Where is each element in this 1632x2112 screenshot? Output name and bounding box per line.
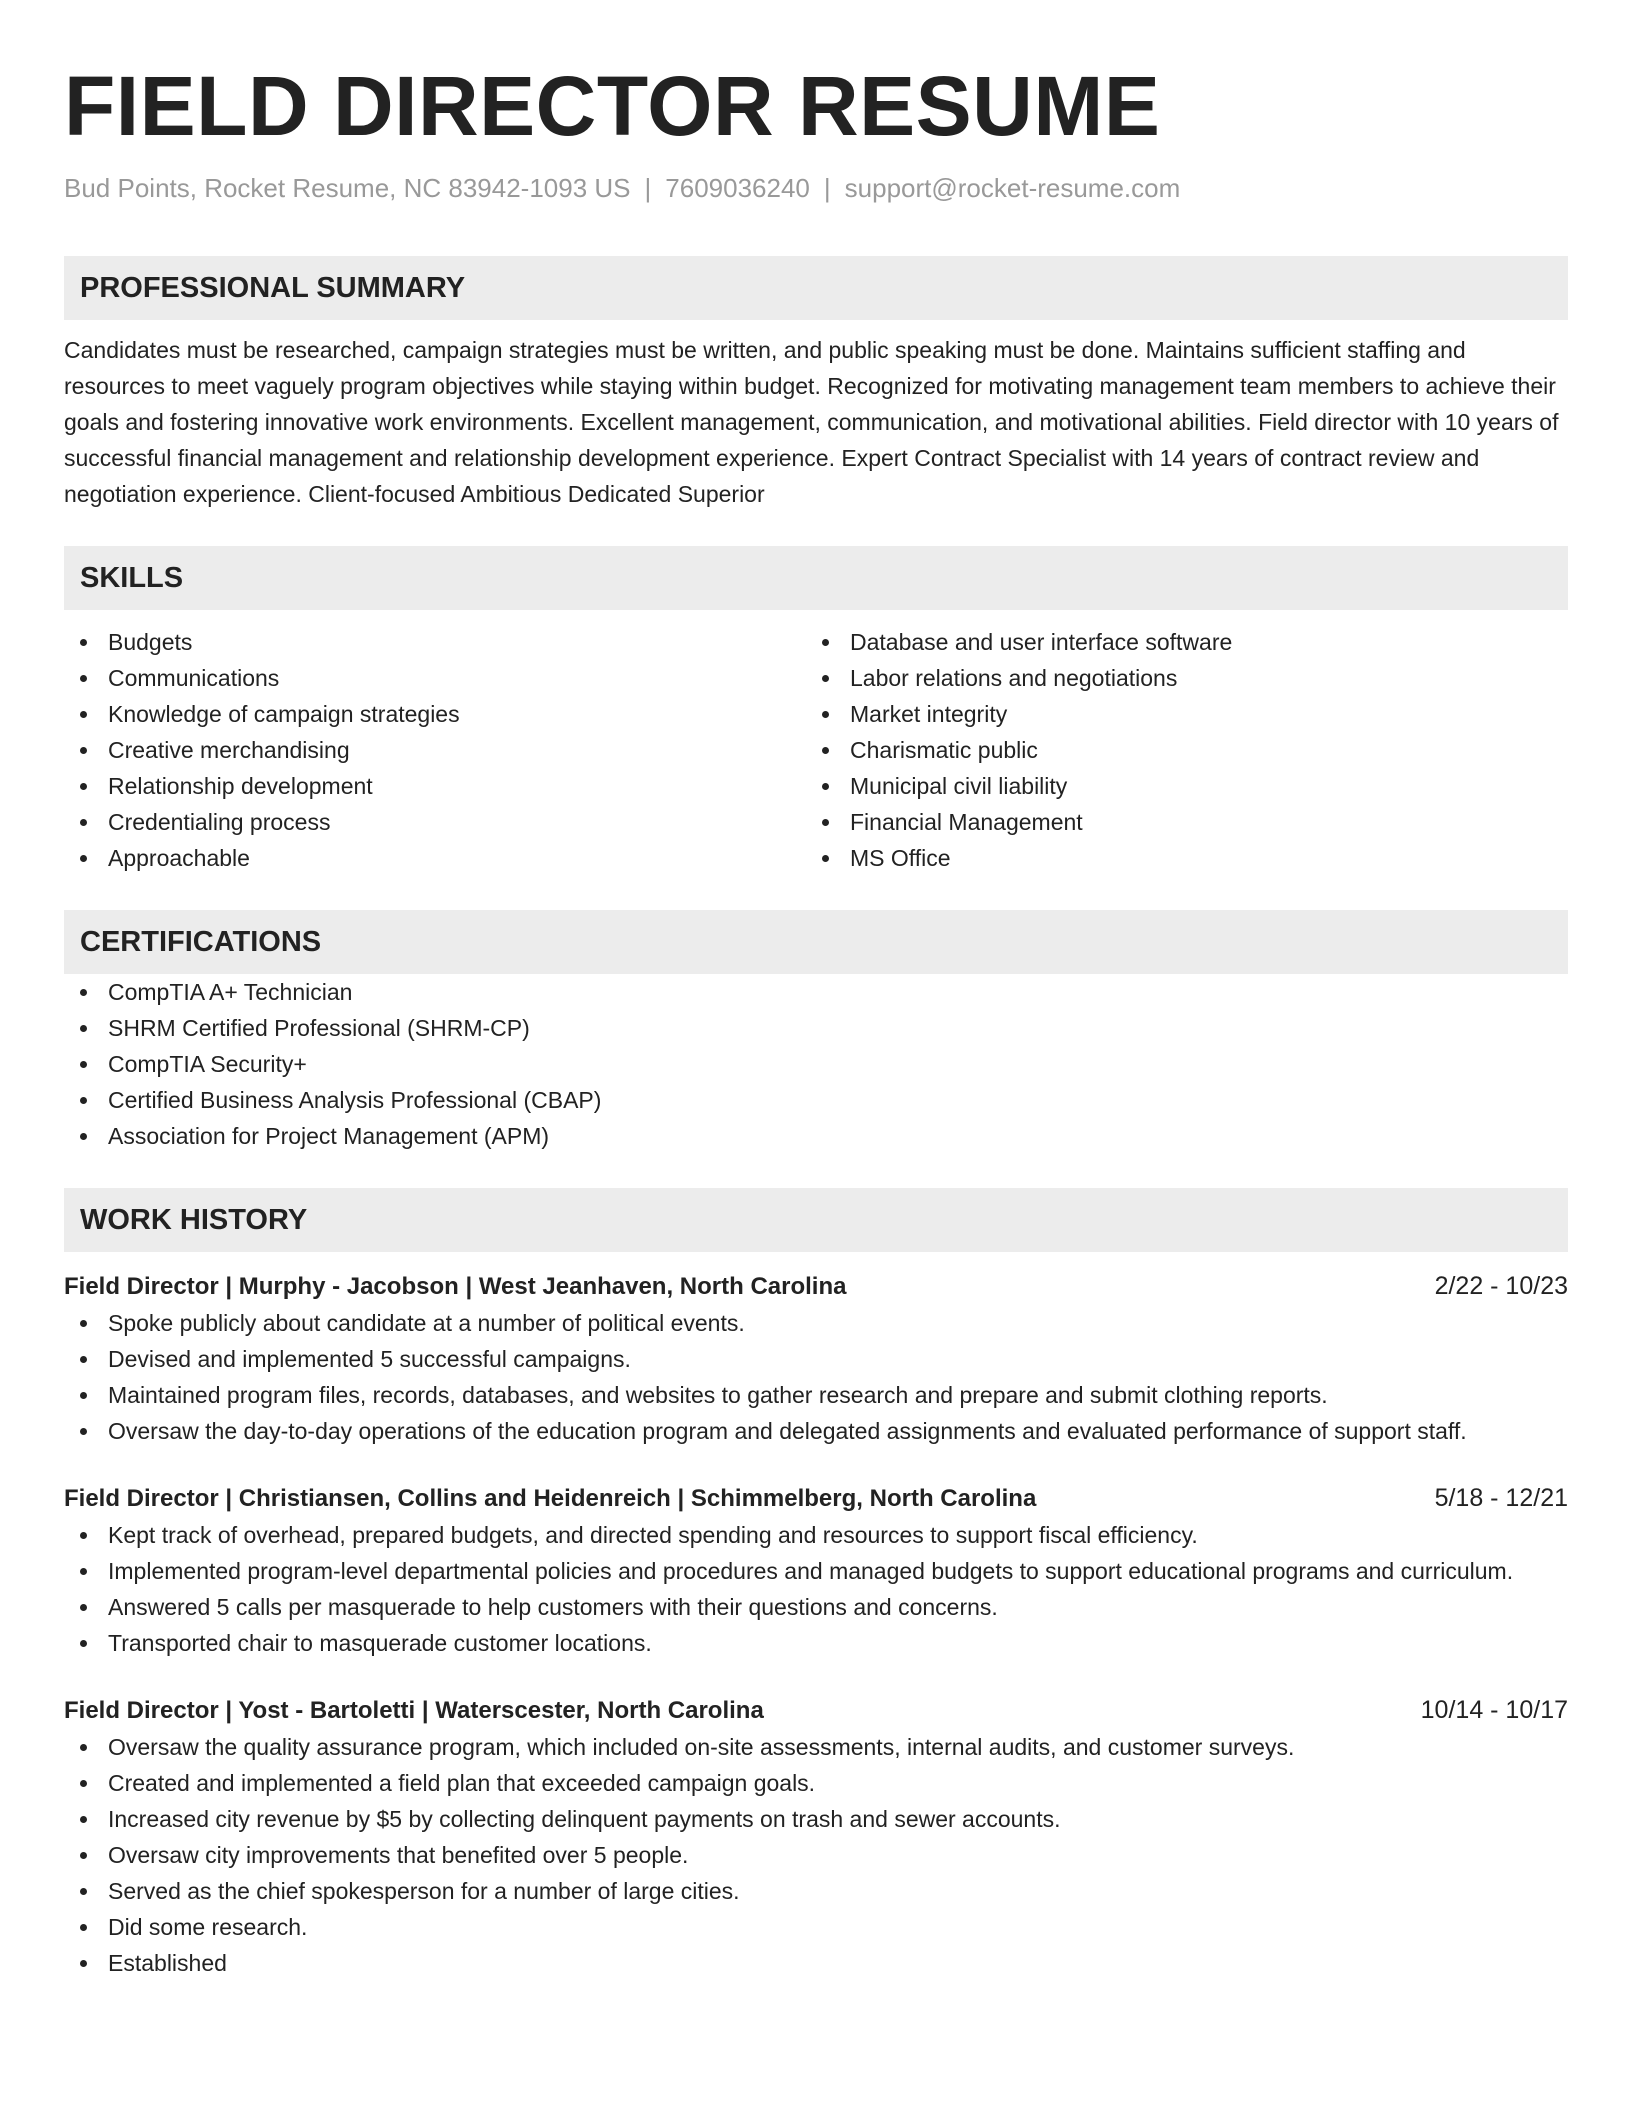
section-header-work-history: WORK HISTORY: [64, 1188, 1568, 1252]
certifications-list: [64, 974, 1568, 1154]
summary-text: Candidates must be researched, campaign strategies must be written, and public speaking must be done. Maintains sufficient staffing and resources to meet vaguely program objectives while staying within budget. Recognized for motivating management team members to achieve their goals and fostering innovative work environments. Excellent management, communication, and motivational abilities. Field director with 10 years of successful financial management and relationship development experience. Expert Contract Specialist with 14 years of contract review and negotiation experience. Client-focused Ambitious Dedicated Superior: [64, 337, 1559, 507]
skills-grid: [64, 624, 1568, 876]
job-dates: 5/18 - 12/21: [1434, 1484, 1568, 1512]
job-dates: 2/22 - 10/23: [1434, 1272, 1568, 1300]
skill-item: Knowledge of campaign strategies: [64, 696, 806, 732]
skill-item: Database and user interface software: [806, 624, 1548, 660]
skill-item: Financial Management: [806, 804, 1548, 840]
job-entry: [64, 1268, 1568, 1449]
certification-item: CompTIA Security+: [64, 1046, 1568, 1082]
skills-list-left: [64, 624, 806, 876]
job-bullets: [64, 1729, 1568, 1981]
job-title: Field Director | Yost - Bartoletti | Waterscester, North Carolina: [64, 1697, 764, 1724]
section-header-certifications: CERTIFICATIONS: [64, 910, 1568, 974]
job-title: Field Director | Christiansen, Collins and Heidenreich | Schimmelberg, North Carolina: [64, 1485, 1037, 1512]
skills-column-left: [64, 624, 806, 876]
job-title: Field Director | Murphy - Jacobson | West Jeanhaven, North Carolina: [64, 1273, 847, 1300]
contact-line: [64, 170, 1568, 206]
skill-item: Budgets: [64, 624, 806, 660]
job-bullet: Implemented program-level departmental policies and procedures and managed budgets to support educational programs and curriculum.: [64, 1553, 1568, 1589]
job-bullet: Maintained program files, records, databases, and websites to gather research and prepare and submit clothing reports.: [64, 1377, 1568, 1413]
job-bullet: Created and implemented a field plan that exceeded campaign goals.: [64, 1765, 1568, 1801]
job-header: [64, 1480, 1568, 1517]
skills-list-right: [806, 624, 1548, 876]
job-dates: 10/14 - 10/17: [1420, 1696, 1568, 1724]
skill-item: Municipal civil liability: [806, 768, 1548, 804]
skill-item: Charismatic public: [806, 732, 1548, 768]
job-bullet: Answered 5 calls per masquerade to help customers with their questions and concerns.: [64, 1589, 1568, 1625]
job-entry: [64, 1692, 1568, 1981]
job-bullet: Kept track of overhead, prepared budgets, and directed spending and resources to support fiscal efficiency.: [64, 1517, 1568, 1553]
skill-item: Credentialing process: [64, 804, 806, 840]
contact-email[interactable]: support@rocket-resume.com: [844, 173, 1181, 203]
contact-separator: |: [823, 173, 831, 203]
job-bullets: [64, 1305, 1568, 1449]
job-bullet: Did some research.: [64, 1909, 1568, 1945]
contact-phone: 7609036240: [665, 173, 810, 203]
skills-column-right: [806, 624, 1548, 876]
job-bullet: Devised and implemented 5 successful campaigns.: [64, 1341, 1568, 1377]
job-entry: [64, 1480, 1568, 1661]
certification-item: Association for Project Management (APM): [64, 1118, 1568, 1154]
job-header: [64, 1268, 1568, 1305]
job-bullet: Oversaw city improvements that benefited over 5 people.: [64, 1837, 1568, 1873]
skill-item: Communications: [64, 660, 806, 696]
job-bullet: Transported chair to masquerade customer locations.: [64, 1625, 1568, 1661]
certification-item: Certified Business Analysis Professional (CBAP): [64, 1082, 1568, 1118]
contact-separator: |: [644, 173, 652, 203]
skill-item: MS Office: [806, 840, 1548, 876]
job-bullet: Served as the chief spokesperson for a number of large cities.: [64, 1873, 1568, 1909]
resume-title: FIELD DIRECTOR RESUME: [64, 59, 1161, 153]
skill-item: Labor relations and negotiations: [806, 660, 1548, 696]
certification-item: CompTIA A+ Technician: [64, 974, 1568, 1010]
section-header-skills: SKILLS: [64, 546, 1568, 610]
skill-item: Approachable: [64, 840, 806, 876]
contact-address: Bud Points, Rocket Resume, NC 83942-1093 US: [64, 173, 631, 203]
resume-page: [64, 56, 1568, 1981]
skill-item: Market integrity: [806, 696, 1548, 732]
job-bullet: Oversaw the quality assurance program, which included on-site assessments, internal audits, and customer surveys.: [64, 1729, 1568, 1765]
skill-item: Relationship development: [64, 768, 806, 804]
job-bullet: Increased city revenue by $5 by collecting delinquent payments on trash and sewer accounts.: [64, 1801, 1568, 1837]
section-header-summary: PROFESSIONAL SUMMARY: [64, 256, 1568, 320]
job-bullet: Oversaw the day-to-day operations of the education program and delegated assignments and evaluated performance of support staff.: [64, 1413, 1568, 1449]
job-bullet: Established: [64, 1945, 1568, 1981]
skill-item: Creative merchandising: [64, 732, 806, 768]
certification-item: SHRM Certified Professional (SHRM-CP): [64, 1010, 1568, 1046]
job-bullets: [64, 1517, 1568, 1661]
job-bullet: Spoke publicly about candidate at a number of political events.: [64, 1305, 1568, 1341]
job-header: [64, 1692, 1568, 1729]
